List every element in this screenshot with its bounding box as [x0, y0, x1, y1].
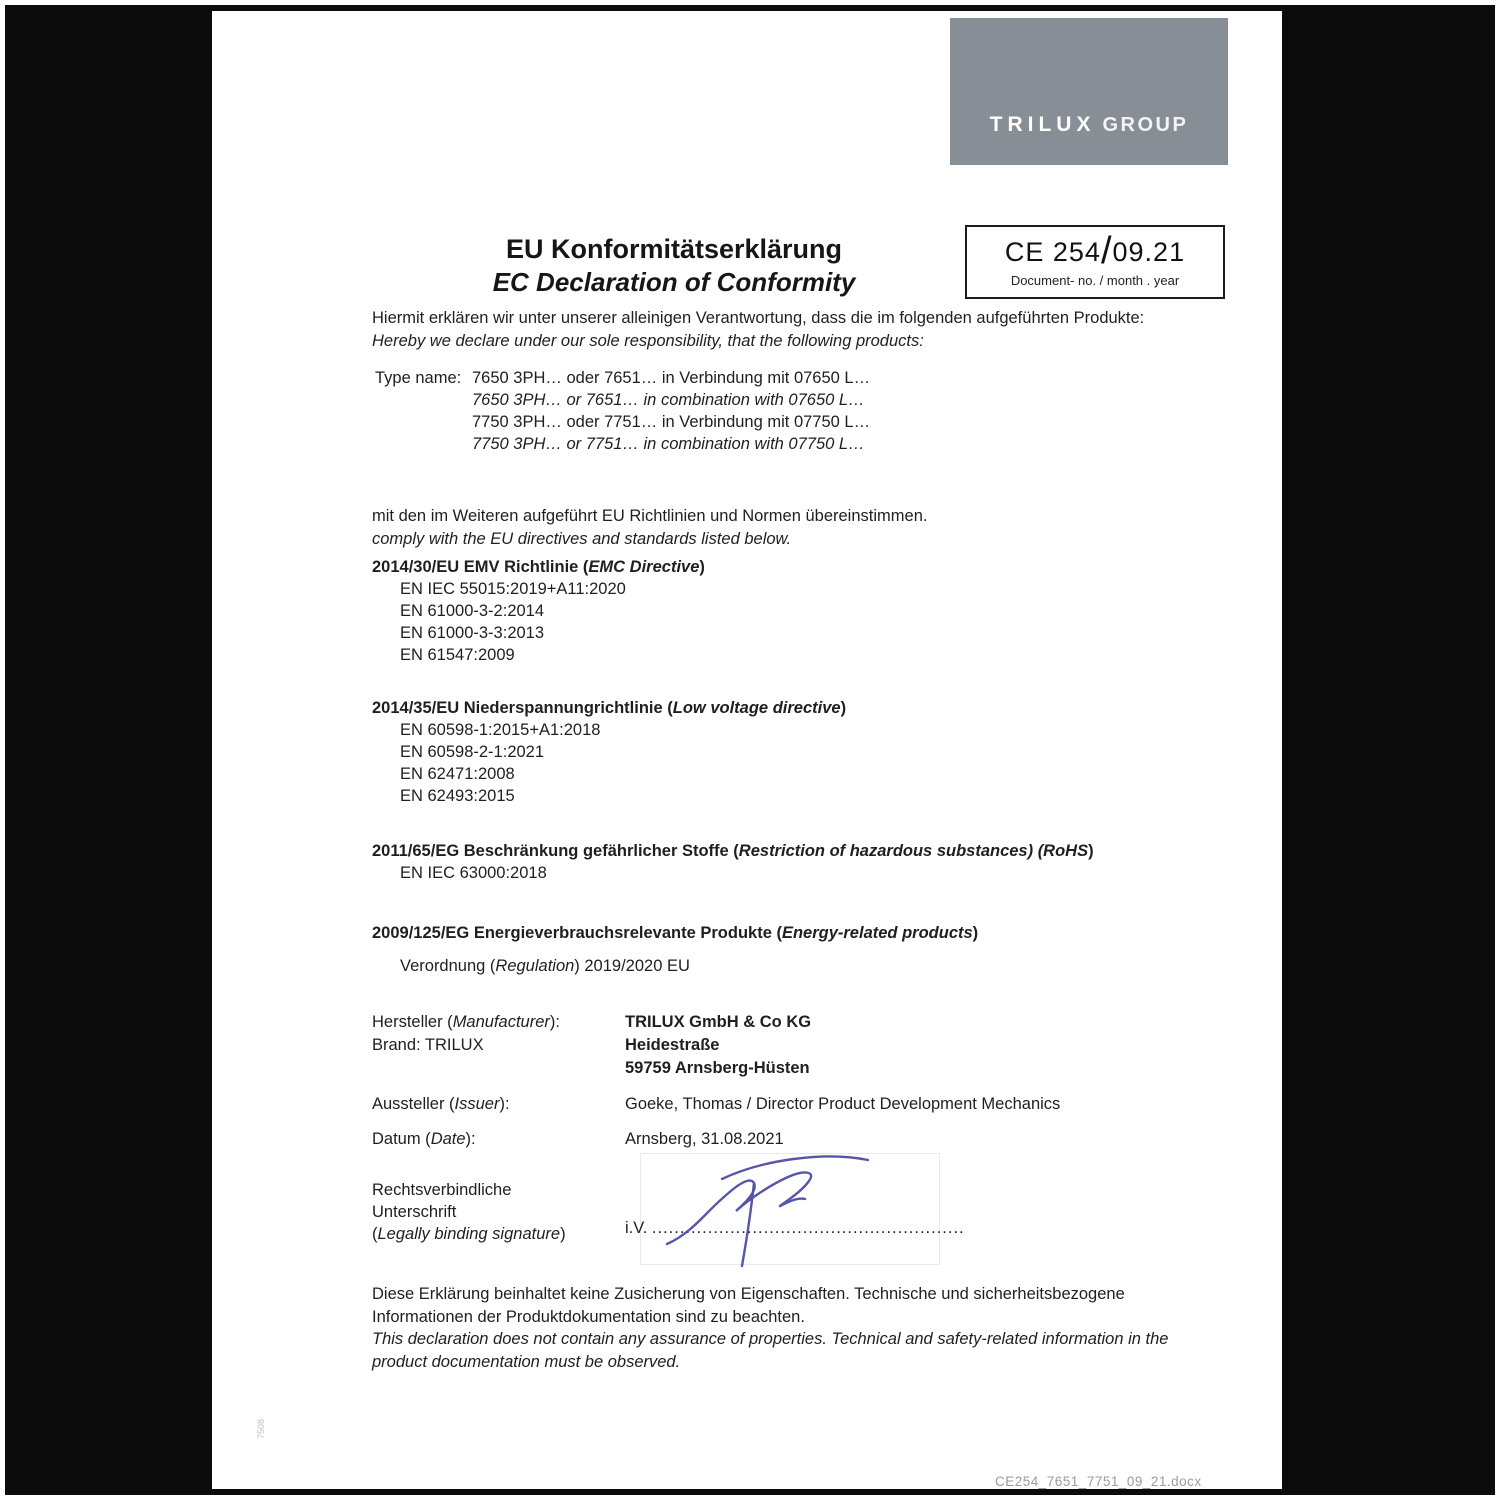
directive-section-erp: [372, 922, 978, 977]
type-line: 7650 3PH… oder 7651… in Verbindung mit 07650 L…: [472, 369, 871, 387]
document-title: [372, 233, 976, 298]
company-name: TRILUX GmbH & Co KG: [625, 1013, 812, 1031]
standard-item: EN 62471:2008: [400, 765, 515, 783]
standard-item: EN IEC 63000:2018: [400, 864, 547, 882]
heading-text: ): [1088, 842, 1094, 860]
label-text: ):: [465, 1130, 476, 1148]
heading-italic: Restriction of hazardous substances) (RoHS: [738, 842, 1089, 860]
document-number-caption: Document- no. / month . year: [1010, 273, 1180, 288]
comply-paragraph: [372, 505, 1212, 551]
label-text: (: [372, 1225, 378, 1243]
logo-brand-text: TRILUX: [989, 113, 1096, 136]
standard-item: EN 61000-3-2:2014: [400, 602, 545, 620]
standard-item: EN 61000-3-3:2013: [400, 624, 545, 642]
heading-text: ): [840, 699, 847, 717]
directive-section-rohs: [372, 840, 1094, 884]
logo-suffix-text: GROUP: [1102, 114, 1189, 136]
date-value: Arnsberg, 31.08.2021: [625, 1130, 784, 1148]
standard-item: EN 60598-2-1:2021: [400, 743, 545, 761]
heading-text: 2011/65/EG Beschränkung gefährlicher Stoffe (: [372, 842, 739, 860]
manufacturer-block: [372, 1011, 811, 1080]
comply-german: mit den im Weiteren aufgeführt EU Richtlinien und Normen übereinstimmen.: [372, 507, 928, 525]
type-line: 7650 3PH… or 7651… in combination with 07650 L…: [472, 391, 865, 409]
brand-line: Brand: TRILUX: [372, 1036, 484, 1054]
manufacturer-address: [625, 1011, 811, 1080]
standard-item: EN 62493:2015: [400, 787, 515, 805]
heading-text: 2009/125/EG Energieverbrauchsrelevante Produkte (: [372, 924, 782, 942]
signature-dotted-line: ........................................................: [651, 1219, 965, 1237]
title-english: EC Declaration of Conformity: [492, 267, 856, 297]
directive-section-emc: [372, 556, 705, 666]
intro-english: Hereby we declare under our sole responsibility, that the following products:: [372, 332, 924, 350]
trilux-group-logo: [950, 18, 1228, 165]
standard-item: EN IEC 55015:2019+A11:2020: [400, 580, 626, 598]
heading-italic: Low voltage directive: [672, 699, 841, 717]
type-line: 7750 3PH… oder 7751… in Verbindung mit 07750 L…: [472, 413, 871, 431]
document-page: [212, 11, 1282, 1489]
regulation-text: ) 2019/2020 EU: [574, 957, 690, 975]
heading-text: ): [972, 924, 979, 942]
label-text: Hersteller (: [372, 1013, 453, 1031]
document-number-suffix: 09.21: [1112, 237, 1186, 267]
label-italic: Date: [430, 1130, 466, 1148]
standard-item: EN 60598-1:2015+A1:2018: [400, 721, 601, 739]
heading-italic: Energy-related products: [781, 924, 973, 942]
type-name-block: [375, 367, 870, 455]
intro-paragraph: [372, 307, 1212, 353]
manufacturer-label-line: [372, 1011, 625, 1034]
directive-section-low-voltage: [372, 697, 846, 807]
type-name-label: Type name:: [375, 369, 462, 387]
issuer-value: Goeke, Thomas / Director Product Development Mechanics: [625, 1095, 1061, 1113]
slash-glyph: /: [1100, 230, 1113, 272]
signature-label-line: [372, 1223, 566, 1245]
document-number-prefix: CE 254: [1004, 237, 1101, 267]
date-label: [372, 1128, 625, 1150]
signature-prefix: i.V.: [625, 1219, 648, 1237]
document-number: [967, 230, 1223, 272]
title-german: EU Konformitätserklärung: [505, 234, 843, 264]
regulation-line: [400, 955, 978, 977]
label-text: Datum (: [372, 1130, 431, 1148]
heading-text: ): [699, 558, 705, 576]
label-text: ):: [499, 1095, 510, 1113]
scan-side-mark: 7508: [256, 1419, 266, 1440]
standard-item: EN 61547:2009: [400, 646, 515, 664]
company-street: Heidestraße: [625, 1036, 720, 1054]
directive-heading: [372, 840, 1094, 862]
signature-scribble: [652, 1147, 912, 1273]
intro-german: Hiermit erklären wir unter unserer alleinigen Verantwortung, dass die im folgenden aufgeführten Produkte:: [372, 309, 1145, 327]
label-italic: Legally binding signature: [377, 1225, 561, 1243]
label-text: ):: [549, 1013, 560, 1031]
file-name-footer: CE254_7651_7751_09_21.docx: [995, 1474, 1202, 1489]
type-line: 7750 3PH… or 7751… in combination with 07750 L…: [472, 435, 865, 453]
disclaimer-english: This declaration does not contain any assurance of properties. Technical and safety-related information in the product documentation must be observed.: [372, 1330, 1169, 1371]
type-name-lines: [472, 367, 870, 455]
company-city: 59759 Arnsberg-Hüsten: [625, 1059, 810, 1077]
manufacturer-label: [372, 1011, 625, 1080]
regulation-text: Verordnung (: [400, 957, 496, 975]
signature-label-line: Unterschrift: [372, 1203, 457, 1221]
signature-label-line: Rechtsverbindliche: [372, 1181, 512, 1199]
disclaimer-german: Diese Erklärung beinhaltet keine Zusicherung von Eigenschaften. Technische und sicherheitsbezogene Informationen der Produktdokumentation sind zu beachten.: [372, 1285, 1125, 1326]
label-text: Aussteller (: [372, 1095, 455, 1113]
issuer-row: [372, 1093, 1060, 1115]
label-text: ): [560, 1225, 566, 1243]
heading-italic: EMC Directive: [588, 558, 700, 576]
comply-english: comply with the EU directives and standards listed below.: [372, 530, 792, 548]
label-italic: Manufacturer: [452, 1013, 550, 1031]
directive-heading: [372, 922, 978, 944]
issuer-label: [372, 1093, 625, 1115]
directive-heading: [372, 697, 846, 719]
heading-text: 2014/35/EU Niederspannungrichtlinie (: [372, 699, 673, 717]
label-italic: Issuer: [454, 1095, 500, 1113]
disclaimer-block: [372, 1283, 1220, 1373]
heading-text: 2014/30/EU EMV Richtlinie (: [372, 558, 589, 576]
regulation-italic: Regulation: [495, 957, 575, 975]
document-number-box: [965, 225, 1225, 299]
directive-heading: [372, 556, 705, 578]
signature-label-block: [372, 1179, 566, 1245]
